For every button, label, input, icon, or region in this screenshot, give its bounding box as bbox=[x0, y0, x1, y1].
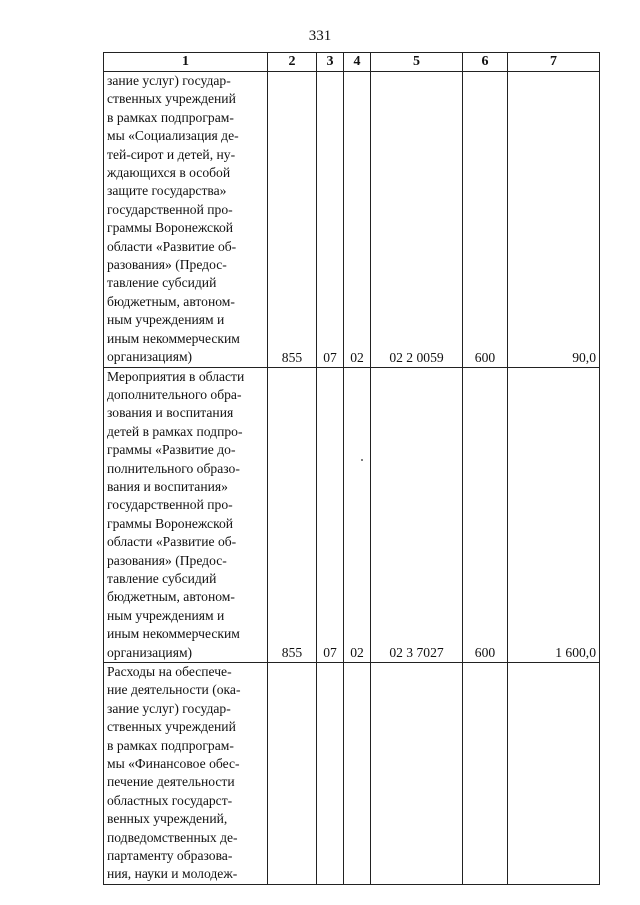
cell-ministry-code bbox=[268, 663, 317, 885]
cell-subsection: 02 bbox=[344, 72, 371, 368]
column-header-5: 5 bbox=[371, 53, 463, 72]
cell-subsection bbox=[344, 663, 371, 885]
page-number: 331 bbox=[308, 28, 332, 44]
row-description: Мероприятия в области дополнительного обра- зования и воспитания детей в рамках подпро- граммы «Развитие до- полнительного образо- вания и воспитания» государственной про- граммы Воронежской области «Развитие об- разования» (Предос- тавление субсидий бюджетным, автоном- ным учреждениям и иным некоммерческим организациям) bbox=[104, 367, 268, 663]
table-row bbox=[104, 72, 600, 368]
row-description: зание услуг) государ- ственных учреждений в рамках подпрограм- мы «Социализация де- тей-сирот и детей, ну- ждающихся в особой защите государства» государственной про- граммы Воронежской области «Развитие об- разования» (Предос- тавление субсидий бюджетным, автоном- ным учреждениям и иным некоммерческим организациям) bbox=[104, 72, 268, 368]
cell-ministry-code: 855 bbox=[268, 72, 317, 368]
column-header-2: 2 bbox=[268, 53, 317, 72]
cell-expense-type: 600 bbox=[463, 367, 508, 663]
cell-ministry-code: 855 bbox=[268, 367, 317, 663]
column-header-1: 1 bbox=[104, 53, 268, 72]
column-header-7: 7 bbox=[508, 53, 600, 72]
table-row bbox=[104, 367, 600, 663]
scan-speck bbox=[361, 459, 363, 461]
cell-section: 07 bbox=[317, 72, 344, 368]
cell-amount: 1 600,0 bbox=[508, 367, 600, 663]
cell-expense-type bbox=[463, 663, 508, 885]
cell-amount: 90,0 bbox=[508, 72, 600, 368]
column-header-4: 4 bbox=[344, 53, 371, 72]
budget-table bbox=[103, 52, 600, 885]
cell-section bbox=[317, 663, 344, 885]
row-description: Расходы на обеспече- ние деятельности (ока- зание услуг) государ- ственных учреждений в рамках подпрограм- мы «Финансовое обес- печение деятельности областных государст- венных учреждений, подведомственных де- партаменту образова- ния, науки и молодеж- bbox=[104, 663, 268, 885]
cell-expense-type: 600 bbox=[463, 72, 508, 368]
cell-amount bbox=[508, 663, 600, 885]
column-header-3: 3 bbox=[317, 53, 344, 72]
cell-section: 07 bbox=[317, 367, 344, 663]
column-header-6: 6 bbox=[463, 53, 508, 72]
cell-subsection: 02 bbox=[344, 367, 371, 663]
table-row bbox=[104, 663, 600, 885]
header-row bbox=[104, 53, 600, 72]
cell-target-article: 02 2 0059 bbox=[371, 72, 463, 368]
cell-target-article bbox=[371, 663, 463, 885]
cell-target-article: 02 3 7027 bbox=[371, 367, 463, 663]
